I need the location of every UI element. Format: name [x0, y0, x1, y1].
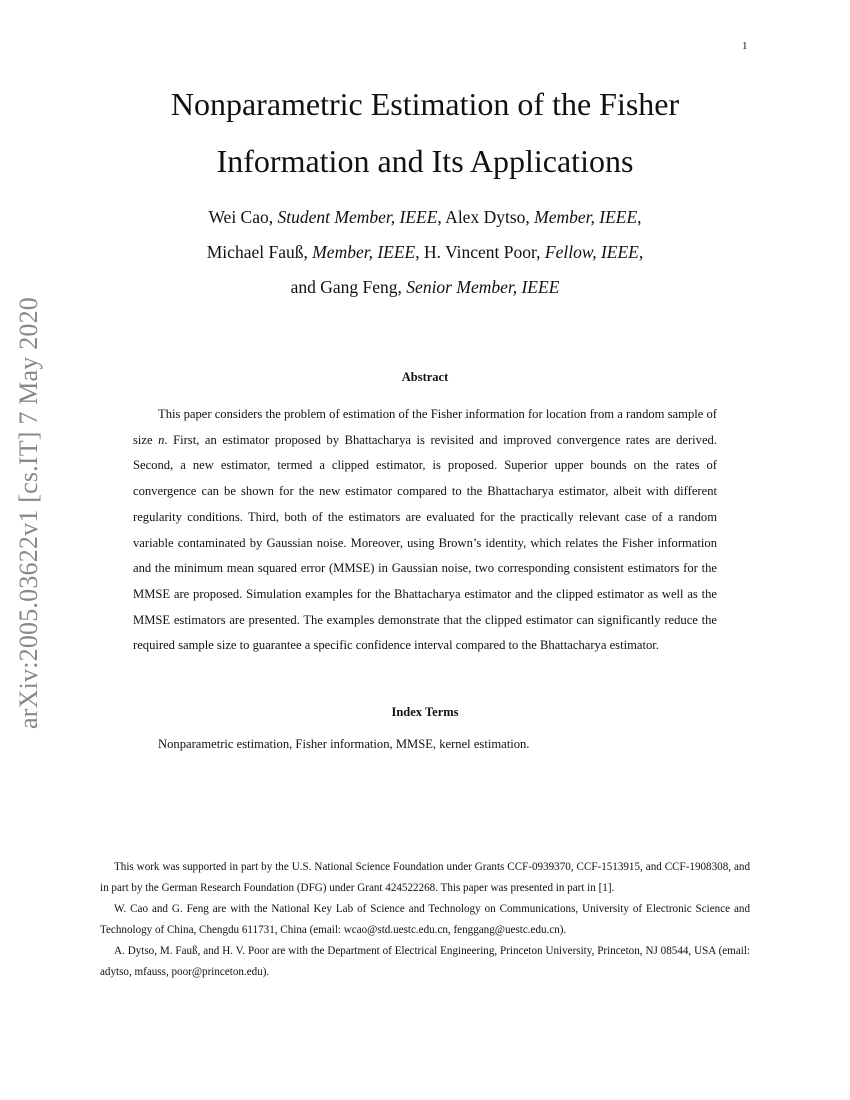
- author-name: Michael Fauß,: [206, 242, 313, 262]
- abstract-text: [133, 402, 717, 659]
- title-line-1: Nonparametric Estimation of the Fisher: [170, 86, 680, 122]
- author-name: , Alex Dytso,: [437, 207, 535, 227]
- author-line-3: [0, 270, 850, 305]
- arxiv-identifier: arXiv:2005.03622v1 [cs.IT] 7 May 2020: [14, 297, 43, 729]
- author-membership: Member, IEEE: [534, 207, 638, 227]
- arxiv-stamp: [2, 278, 56, 748]
- author-name: and Gang Feng,: [290, 277, 407, 297]
- paper-title: [0, 76, 850, 190]
- footnote-affiliation-princeton: A. Dytso, M. Fauß, and H. V. Poor are with the Department of Electrical Engineering, Princeton University, Princeton, NJ 08544, USA (email: adytso, mfauss, poor@princeton.edu).: [100, 945, 750, 978]
- author-name: , H. Vincent Poor,: [415, 242, 545, 262]
- title-line-2: Information and Its Applications: [216, 143, 634, 179]
- author-list: [0, 200, 850, 305]
- author-line-2: [0, 235, 850, 270]
- author-name: Wei Cao,: [208, 207, 278, 227]
- author-membership: Senior Member, IEEE: [406, 277, 560, 297]
- footnote-funding: This work was supported in part by the U.S. National Science Foundation under Grants CCF-0939370, CCF-1513915, and CCF-1908308, and in part by the German Research Foundation (DFG) under Grant 424522268. This paper was presented in part in [1].: [100, 861, 750, 894]
- index-terms-text: Nonparametric estimation, Fisher information, MMSE, kernel estimation.: [158, 737, 530, 751]
- author-membership: Fellow, IEEE: [544, 242, 639, 262]
- abstract-heading: Abstract: [401, 370, 449, 384]
- author-membership: Member, IEEE: [312, 242, 416, 262]
- footnotes: [100, 857, 750, 983]
- author-membership: Student Member, IEEE: [277, 207, 438, 227]
- author-separator: ,: [637, 207, 642, 227]
- abstract-text-part-1: This paper considers the problem of estimation of the Fisher information for location from a random sample of size: [133, 407, 717, 447]
- math-symbol-n: n: [158, 432, 165, 447]
- index-terms-heading: Index Terms: [391, 705, 459, 719]
- footnote-affiliation-uestc: W. Cao and G. Feng are with the National Key Lab of Science and Technology on Communications, University of Electronic Science and Technology of China, Chengdu 611731, China (email: wcao@std.uestc.edu.cn, fenggang@uestc.edu.cn).: [100, 903, 750, 936]
- author-separator: ,: [638, 242, 644, 262]
- abstract-text-part-2: . First, an estimator proposed by Bhattacharya is revisited and improved convergence rates are derived. Second, a new estimator, termed a clipped estimator, is proposed. Superior upper bounds on the rates of convergence can be shown for the new estimator compared to the Bhattacharya estimator, albeit with different regularity conditions. Third, both of the estimators are evaluated for the practically relevant case of a random variable contaminated by Gaussian noise. Moreover, using Brown’s identity, which relates the Fisher information and the minimum mean squared error (MMSE) in Gaussian noise, two corresponding consistent estimators for the MMSE are proposed. Simulation examples for the Bhattacharya estimator and the clipped estimator as well as the MMSE estimators are presented. The examples demonstrate that the clipped estimator can significantly reduce the required sample size to guarantee a specific confidence interval compared to the Bhattacharya estimator.: [133, 432, 717, 653]
- author-line-1: [0, 200, 850, 235]
- page-number: 1: [742, 40, 748, 52]
